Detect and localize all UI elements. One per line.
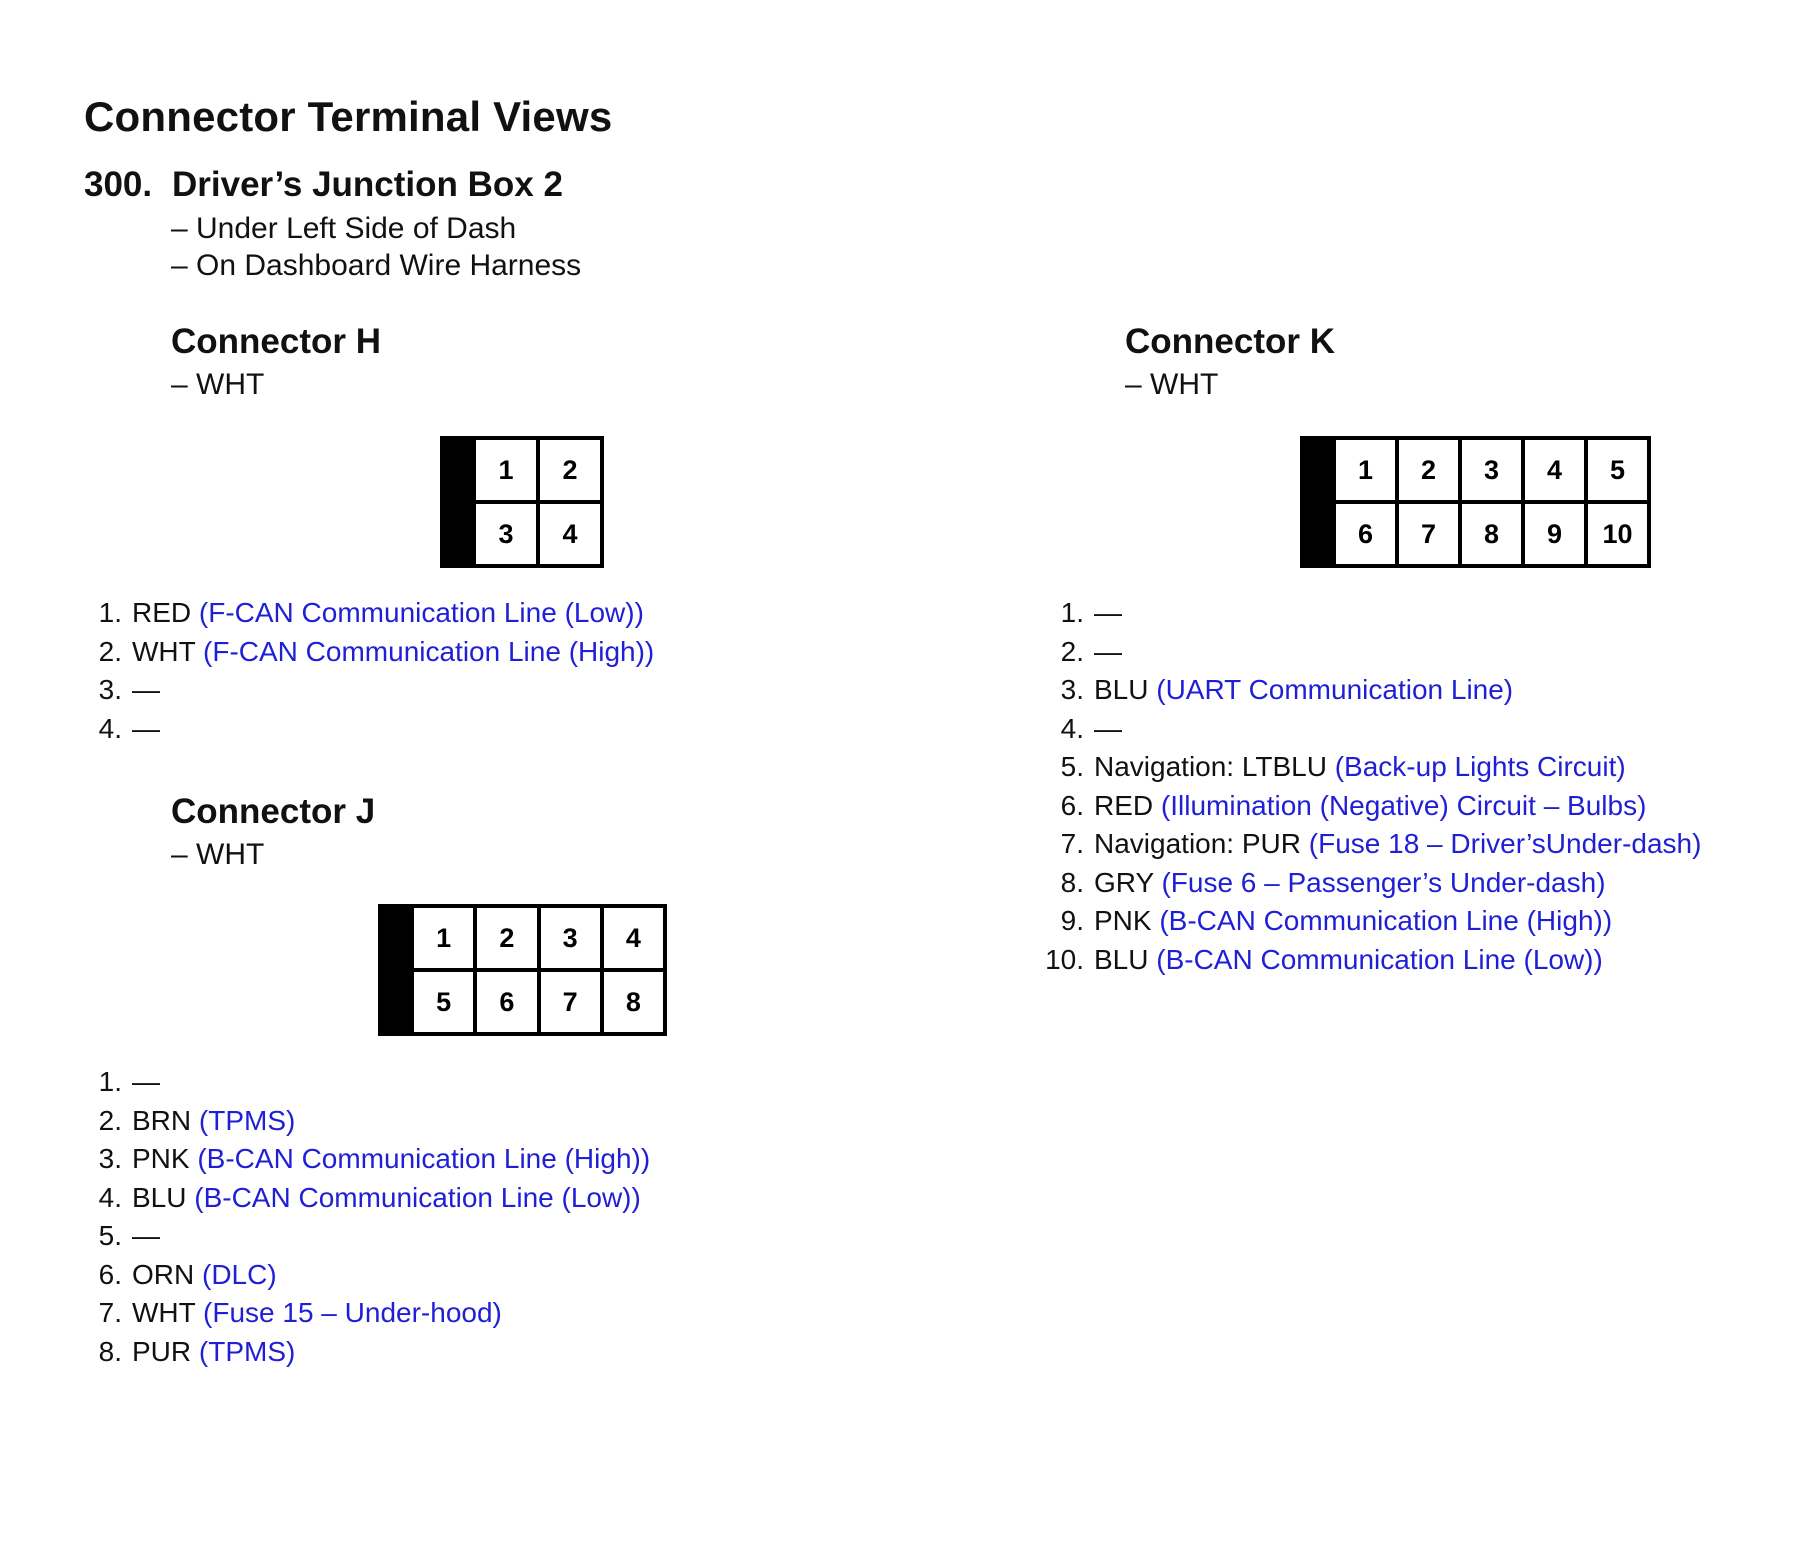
pin-item: [98, 1063, 650, 1102]
pin-number: 4.: [98, 712, 122, 744]
terminal-grid: [1336, 440, 1647, 564]
pin-item: [98, 1179, 650, 1218]
circuit-desc: (DLC): [202, 1258, 277, 1290]
wire-color: —: [132, 1220, 160, 1251]
wire-color: WHT: [132, 1297, 196, 1328]
terminal-cell: 3: [541, 908, 600, 968]
wire-color: RED: [132, 597, 192, 628]
pin-number: 2.: [98, 635, 122, 667]
pin-number: 7.: [98, 1297, 122, 1328]
wire-color: BLU: [1094, 674, 1149, 705]
circuit-desc: (Fuse 15 – Under-hood): [203, 1297, 502, 1328]
wire-color: BRN: [132, 1104, 192, 1136]
pin-number: 7.: [1060, 828, 1084, 859]
terminal-cell: 7: [1399, 504, 1458, 564]
pin-number: 4.: [98, 1181, 122, 1213]
location-line: – Under Left Side of Dash: [171, 212, 517, 245]
wire-color: Navigation: PUR: [1094, 828, 1301, 859]
wire-color: RED: [1094, 789, 1154, 821]
wire-color: BLU: [1094, 943, 1149, 975]
wire-color: Navigation: LTBLU: [1094, 751, 1335, 782]
connector-h-color: – WHT: [171, 368, 265, 401]
wire-color: ORN: [132, 1258, 195, 1290]
connector-key: [382, 908, 414, 1032]
wire-color: —: [1094, 635, 1122, 667]
circuit-desc: (Fuse 6 – Passenger’s Under-dash): [1161, 866, 1606, 898]
circuit-desc: (Illumination (Negative) Circuit – Bulbs): [1160, 789, 1647, 821]
terminal-cell: 9: [1525, 504, 1584, 564]
wire-color: —: [132, 1066, 160, 1097]
terminal-cell: 8: [604, 972, 663, 1032]
circuit-desc: (B-CAN Communication Line (Low)): [194, 1181, 641, 1213]
pin-item: [1040, 902, 1701, 941]
pin-item: [98, 710, 654, 749]
pin-number: 10.: [1045, 943, 1084, 975]
pin-item: [98, 1333, 650, 1372]
connector-k-color: – WHT: [1125, 368, 1219, 401]
terminal-cell: 10: [1588, 504, 1647, 564]
pin-item: [98, 671, 654, 710]
page-title: Connector Terminal Views: [84, 93, 613, 140]
connector-h-diagram: [440, 436, 604, 568]
pin-number: 6.: [98, 1258, 122, 1290]
circuit-desc: (B-CAN Communication Line (High)): [197, 1143, 651, 1174]
terminal-cell: 6: [477, 972, 536, 1032]
pin-item: [98, 1256, 650, 1295]
pin-item: [98, 1102, 650, 1141]
connector-j-title: Connector J: [171, 792, 376, 831]
pin-number: 3.: [1060, 674, 1084, 705]
pin-item: [98, 1294, 650, 1333]
terminal-cell: 2: [477, 908, 536, 968]
wire-color: —: [1094, 712, 1122, 744]
connector-k-pin-list: [1040, 594, 1701, 979]
terminal-cell: 6: [1336, 504, 1395, 564]
terminal-cell: 2: [540, 440, 600, 500]
pin-item: [1040, 864, 1701, 903]
pin-item: [1040, 787, 1701, 826]
pin-number: 1.: [98, 597, 122, 628]
terminal-cell: 4: [540, 504, 600, 564]
terminal-cell: 7: [541, 972, 600, 1032]
pin-number: 3.: [98, 1143, 122, 1174]
section-number: 300.: [84, 165, 153, 204]
section-heading: [84, 165, 563, 205]
pin-item: [98, 633, 654, 672]
wire-color: PUR: [132, 1335, 192, 1367]
pin-number: 9.: [1060, 905, 1084, 936]
connector-h-title: Connector H: [171, 322, 381, 361]
pin-number: 6.: [1060, 789, 1084, 821]
circuit-desc: (UART Communication Line): [1156, 674, 1514, 705]
terminal-cell: 4: [604, 908, 663, 968]
circuit-desc: (B-CAN Communication Line (Low)): [1156, 943, 1603, 975]
pin-item: [1040, 825, 1701, 864]
wire-color: PNK: [132, 1143, 190, 1174]
pin-item: [1040, 633, 1701, 672]
pin-number: 5.: [1060, 751, 1084, 782]
connector-j-color: – WHT: [171, 838, 265, 871]
connector-key: [1304, 440, 1336, 564]
circuit-desc: (Back-up Lights Circuit): [1334, 751, 1626, 782]
wire-color: —: [1094, 597, 1122, 628]
terminal-cell: 1: [414, 908, 473, 968]
connector-k-diagram: [1300, 436, 1651, 568]
pin-item: [98, 1140, 650, 1179]
terminal-grid: [476, 440, 600, 564]
circuit-desc: (B-CAN Communication Line (High)): [1159, 905, 1613, 936]
pin-number: 3.: [98, 674, 122, 705]
pin-item: [1040, 594, 1701, 633]
wire-color: —: [132, 674, 160, 705]
pin-number: 5.: [98, 1220, 122, 1251]
terminal-cell: 5: [414, 972, 473, 1032]
wire-color: BLU: [132, 1181, 187, 1213]
circuit-desc: (TPMS): [198, 1335, 296, 1367]
pin-item: [1040, 748, 1701, 787]
pin-number: 1.: [98, 1066, 122, 1097]
wire-color: PNK: [1094, 905, 1152, 936]
terminal-cell: 3: [476, 504, 536, 564]
connector-j-diagram: [378, 904, 667, 1036]
circuit-desc: (TPMS): [198, 1104, 296, 1136]
terminal-grid: [414, 908, 663, 1032]
pin-item: [98, 1217, 650, 1256]
connector-key: [444, 440, 476, 564]
terminal-cell: 2: [1399, 440, 1458, 500]
pin-item: [98, 594, 654, 633]
pin-item: [1040, 671, 1701, 710]
pin-item: [1040, 710, 1701, 749]
wire-color: —: [132, 712, 160, 744]
terminal-cell: 8: [1462, 504, 1521, 564]
connector-j-pin-list: [98, 1063, 650, 1371]
location-line: – On Dashboard Wire Harness: [171, 249, 582, 282]
pin-number: 2.: [98, 1104, 122, 1136]
terminal-cell: 1: [1336, 440, 1395, 500]
terminal-cell: 3: [1462, 440, 1521, 500]
connector-h-pin-list: [98, 594, 654, 748]
wire-color: GRY: [1094, 866, 1154, 898]
pin-number: 8.: [1060, 866, 1084, 898]
terminal-cell: 5: [1588, 440, 1647, 500]
pin-number: 8.: [98, 1335, 122, 1367]
pin-item: [1040, 941, 1701, 980]
section-title: Driver’s Junction Box 2: [172, 165, 563, 204]
connector-k-title: Connector K: [1125, 322, 1335, 361]
circuit-desc: (F-CAN Communication Line (High)): [203, 635, 655, 667]
pin-number: 4.: [1060, 712, 1084, 744]
terminal-cell: 1: [476, 440, 536, 500]
wire-color: WHT: [132, 635, 196, 667]
circuit-desc: (F-CAN Communication Line (Low)): [198, 597, 644, 628]
pin-number: 2.: [1060, 635, 1084, 667]
circuit-desc: (Fuse 18 – Driver’sUnder-dash): [1308, 828, 1702, 859]
pin-number: 1.: [1060, 597, 1084, 628]
terminal-cell: 4: [1525, 440, 1584, 500]
